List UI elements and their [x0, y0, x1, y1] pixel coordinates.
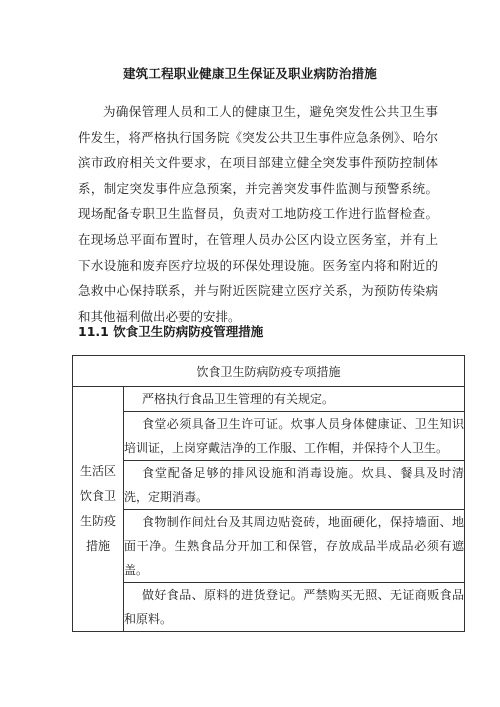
measure-item: 食堂必须具备卫生许可证。炊事人员身体健康证、卫生知识培训证，上岗穿戴洁净的工作服、工作帽，并保持个人卫生。	[124, 412, 465, 461]
document-title: 建筑工程职业健康卫生保证及职业病防治措施	[122, 66, 377, 81]
table-row	[73, 387, 465, 412]
intro-paragraph: 为确保管理人员和工人的健康卫生，避免突发性公共卫生事件发生，将严格执行国务院《突发公共卫生事件应急条例》、哈尔滨市政府相关文件要求，在项目部建立健全突发事件预防控制体系，制定突发事件应急预案，并完善突发事件监测与预警系统。现场配备专职卫生监督员，负责对工地防疫工作进行监督检查。在现场总平面布置时，在管理人员办公区内设立医务室，并有上下水设施和废弃医疗垃圾的环保处理设施。医务室内将和附近的急救中心保持联系，并与附近医院建立医疗关系，为预防传染病和其他福利做出必要的安排。	[78, 104, 438, 324]
table-row	[73, 583, 465, 632]
measure-item: 食物制作间灶台及其周边贴瓷砖，地面硬化，保持墙面、地面干净。生熟食品分开加工和保管，存放成品半成品必须有遮盖。	[124, 510, 465, 583]
measure-item: 严格执行食品卫生管理的有关规定。	[124, 387, 465, 412]
table-title: 饮食卫生防病防疫专项措施	[73, 356, 465, 387]
table-row	[73, 412, 465, 461]
table-header-row	[73, 356, 465, 387]
category-cell	[73, 387, 124, 632]
table-row	[73, 510, 465, 583]
section-heading: 11.1 饮食卫生防病防疫管理措施	[78, 324, 264, 339]
measure-item: 做好食品、原料的进货登记。严禁购买无照、无证商贩食品和原料。	[124, 583, 465, 632]
category-label: 生活区饮食卫生防疫措施	[79, 464, 116, 553]
table-row	[73, 461, 465, 510]
measure-item: 食堂配备足够的排风设施和消毒设施。炊具、餐具及时清洗，定期消毒。	[124, 461, 465, 510]
measures-table	[72, 355, 465, 632]
